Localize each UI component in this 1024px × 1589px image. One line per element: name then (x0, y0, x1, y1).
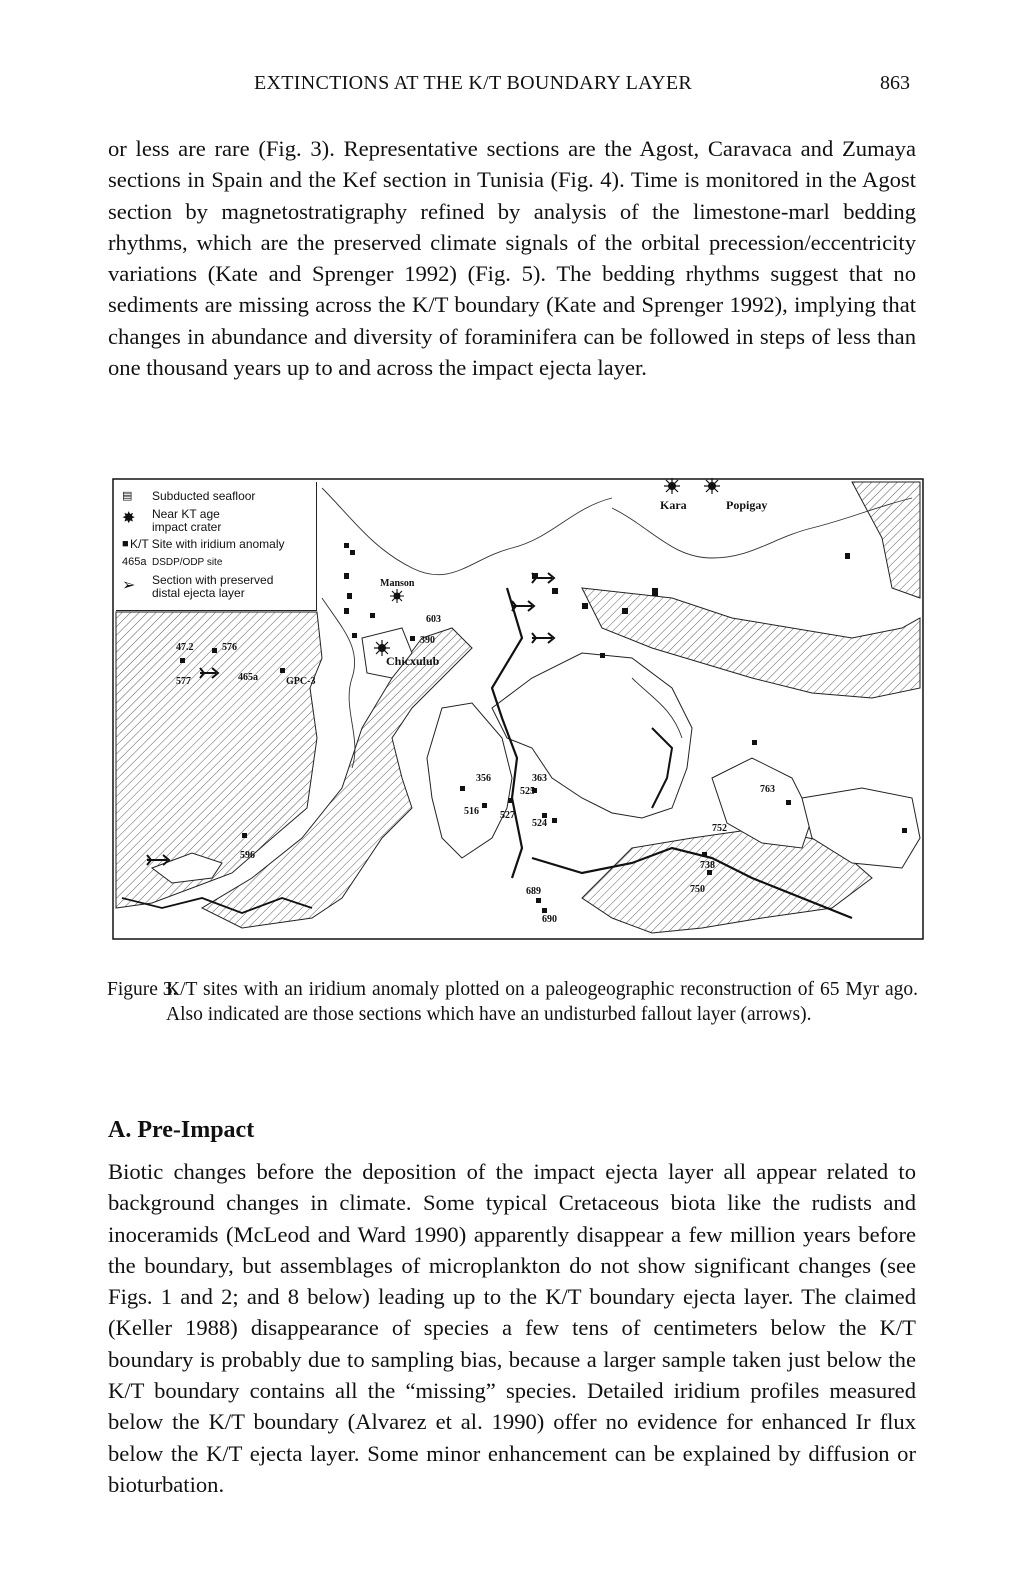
legend-dsdp-code: 465a (122, 556, 147, 568)
label-manson: Manson (380, 578, 415, 589)
legend-subducted-text: Subducted seafloor (152, 489, 256, 503)
page-number: 863 (880, 72, 910, 94)
label-763: 763 (760, 784, 775, 795)
legend-row-subducted (122, 490, 322, 503)
label-690: 690 (542, 914, 557, 925)
label-577: 577 (176, 676, 191, 687)
figure-3-map (112, 478, 924, 940)
label-752: 752 (712, 823, 727, 834)
label-chicxulub: Chicxulub (386, 654, 440, 668)
legend-dsdp-text: DSDP/ODP site (152, 557, 223, 568)
label-356: 356 (476, 773, 491, 784)
label-527: 527 (500, 810, 515, 821)
body-paragraph-2: Biotic changes before the deposition of the impact ejecta layer all appear related to background changes in climate. Some typical Cretaceous biota like the rudists and inoceramids (McLeod and Ward 1990) apparently disappear a few million years before the boundary, but assemblages of microplankton do not show significant changes (see Figs. 1 and 2; and 8 below) leading up to the K/T boundary ejecta layer. The claimed (Keller 1988) disappearance of species a few tens of centimeters below the K/T boundary is probably due to sampling bias, because a larger sample taken just below the K/T boundary contains all the “missing” species. Detailed iridium profiles measured below the K/T boundary (Alvarez et al. 1990) offer no evidence for enhanced Ir flux below the K/T ejecta layer. Some minor enhancement can be explained by diffusion or bioturbation. (108, 1159, 916, 1497)
label-390: 390 (420, 635, 435, 646)
label-524: 524 (532, 818, 547, 829)
crater-kara-icon (664, 478, 680, 494)
section-heading: A. Pre-Impact (108, 1117, 255, 1143)
crater-popigay-icon (704, 478, 720, 494)
label-738: 738 (700, 860, 715, 871)
label-596: 596 (240, 850, 255, 861)
label-kara: Kara (660, 498, 687, 512)
map-legend (116, 482, 317, 611)
running-header (108, 72, 916, 104)
legend-row-iridium (122, 538, 300, 551)
label-gpc3: GPC-3 (286, 676, 316, 687)
ejecta-arrow-icon: ➢ (122, 577, 136, 594)
label-363: 363 (532, 773, 547, 784)
legend-row-ejecta (122, 574, 322, 600)
label-525: 525 (520, 786, 535, 797)
label-popigay: Popigay (726, 498, 768, 512)
running-title: EXTINCTIONS AT THE K/T BOUNDARY LAYER (254, 72, 692, 94)
legend-iridium-text: K/T Site with iridium anomaly (130, 537, 285, 551)
label-516: 516 (464, 806, 479, 817)
legend-ejecta-line2: distal ejecta layer (152, 586, 245, 600)
hatched-square-icon: ▤ (122, 490, 133, 502)
iridium-square-icon: ■ (122, 538, 129, 550)
body-paragraph-1: or less are rare (Fig. 3). Representative sections are the Agost, Caravaca and Zumaya sections in Spain and the Kef section in Tunisia (Fig. 4). Time is monitored in the Agost section by magnetostratigraphy refined by analysis of the limestone-marl bedding rhythms, which are the preserved climate signals of the orbital precession/eccentricity variations (Kate and Sprenger 1992) (Fig. 5). The bedding rhythms suggest that no sediments are missing across the K/T boundary (Kate and Sprenger 1992), implying that changes in abundance and diversity of foraminifera can be followed in steps of less than one thousand years up to and across the impact ejecta layer. (108, 136, 916, 381)
crater-star-icon: ✸ (122, 510, 136, 527)
legend-ejecta-line1: Section with preserved (152, 573, 274, 587)
label-603: 603 (426, 614, 441, 625)
label-576: 576 (222, 642, 237, 653)
legend-row-crater (122, 508, 322, 534)
legend-crater-line1: Near KT age (152, 507, 220, 521)
label-47-2: 47.2 (176, 642, 194, 653)
figure-caption-label: Figure 3. (107, 979, 178, 1000)
legend-crater-line2: impact crater (152, 520, 222, 534)
figure-caption (107, 977, 918, 1027)
label-465a: 465a (238, 672, 258, 683)
label-689: 689 (526, 886, 541, 897)
label-750: 750 (690, 884, 705, 895)
figure-caption-text: K/T sites with an iridium anomaly plotted on a paleogeographic reconstruction of 65 Myr ago. Also indicated are those sections which have an undisturbed fallout layer (arrows). (166, 979, 918, 1025)
crater-manson-icon (390, 589, 404, 603)
legend-row-dsdp (122, 556, 322, 569)
